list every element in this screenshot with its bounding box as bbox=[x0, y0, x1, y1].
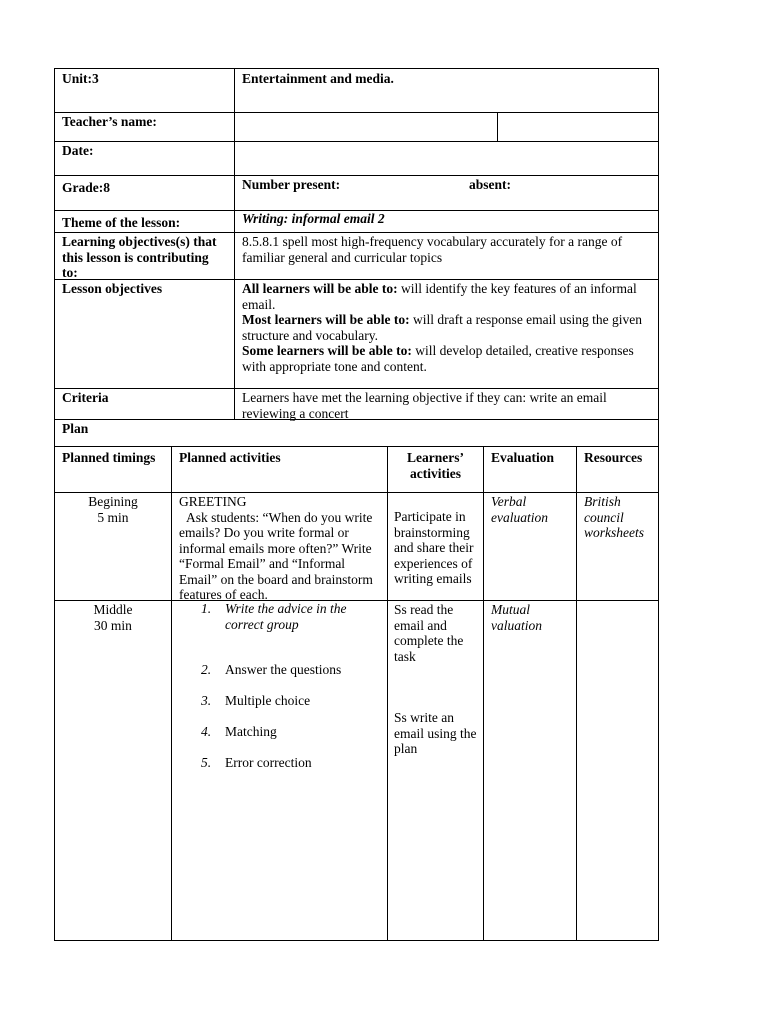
list-item: 3. Multiple choice bbox=[201, 693, 311, 708]
date-label: Date: bbox=[62, 143, 94, 158]
beginning-learners: Participate in brainstorming and share their experiences of writing emails bbox=[394, 509, 474, 586]
number-present-label: Number present: bbox=[242, 177, 341, 192]
lesson-objectives-label: Lesson objectives bbox=[62, 281, 163, 296]
list-item: 2. Answer the questions bbox=[201, 662, 342, 677]
some-learners-label: Some learners will be able to: bbox=[242, 343, 412, 358]
beginning-activity bbox=[172, 492, 387, 605]
theme-label: Theme of the lesson: bbox=[62, 215, 181, 230]
list-item: 5. Error correction bbox=[201, 755, 312, 770]
all-learners-label: All learners will be able to: bbox=[242, 281, 398, 296]
middle-learners-1: Ss read the email and complete the task bbox=[394, 602, 464, 664]
objectives-value: 8.5.8.1 spell most high-frequency vocabulary accurately for a range of familiar general and curricular topics bbox=[242, 234, 623, 265]
some-learners-text: will develop detailed, creative responses with appropriate tone and content. bbox=[242, 343, 634, 374]
criteria-value: Learners have met the learning objective if they can: write an email reviewing a concert bbox=[242, 390, 607, 421]
beginning-resources: British council worksheets bbox=[584, 494, 644, 540]
beginning-evaluation: Verbal evaluation bbox=[491, 494, 548, 525]
middle-timing bbox=[55, 600, 171, 635]
criteria-label: Criteria bbox=[62, 390, 109, 405]
beginning-duration: 5 min bbox=[97, 509, 129, 525]
beginning-stage: Begining bbox=[88, 494, 138, 509]
middle-evaluation: Mutual valuation bbox=[491, 602, 542, 633]
grade-label: Grade:8 bbox=[62, 180, 110, 195]
unit-label: Unit:3 bbox=[62, 71, 99, 86]
most-learners-text: will draft a response email using the given structure and vocabulary. bbox=[242, 312, 643, 343]
absent-label: absent: bbox=[469, 177, 512, 192]
header-evaluation: Evaluation bbox=[491, 450, 555, 465]
middle-learners-2: Ss write an email using the plan bbox=[394, 710, 477, 756]
middle-stage: Middle bbox=[93, 602, 133, 617]
header-planned-activities: Planned activities bbox=[179, 450, 281, 465]
theme-value: Writing: informal email 2 bbox=[242, 211, 385, 226]
list-item: 4. Matching bbox=[201, 724, 277, 739]
beginning-activity-title: GREETING bbox=[179, 494, 247, 509]
most-learners-label: Most learners will be able to: bbox=[242, 312, 410, 327]
list-item: 1. Write the advice in the correct group bbox=[201, 601, 347, 632]
middle-duration: 30 min bbox=[94, 617, 132, 633]
header-learners-activities: Learners’ activities bbox=[407, 450, 464, 481]
header-planned-timings: Planned timings bbox=[62, 450, 156, 465]
all-learners-text: will identify the key features of an informal email. bbox=[242, 281, 637, 312]
lesson-objectives-value bbox=[235, 279, 658, 376]
teacher-label: Teacher’s name: bbox=[62, 114, 157, 129]
header-resources: Resources bbox=[584, 450, 643, 465]
objectives-label: Learning objectives(s) that this lesson is contributing to: bbox=[62, 234, 217, 280]
beginning-activity-text: Ask students: “When do you write emails? Do you write formal or informal emails more often?” Write “Formal Email” and “Informal Email” on the board and brainstorm features of each. bbox=[179, 509, 373, 602]
beginning-timing bbox=[55, 492, 171, 527]
unit-value: Entertainment and media. bbox=[242, 71, 394, 86]
plan-label: Plan bbox=[62, 421, 89, 436]
